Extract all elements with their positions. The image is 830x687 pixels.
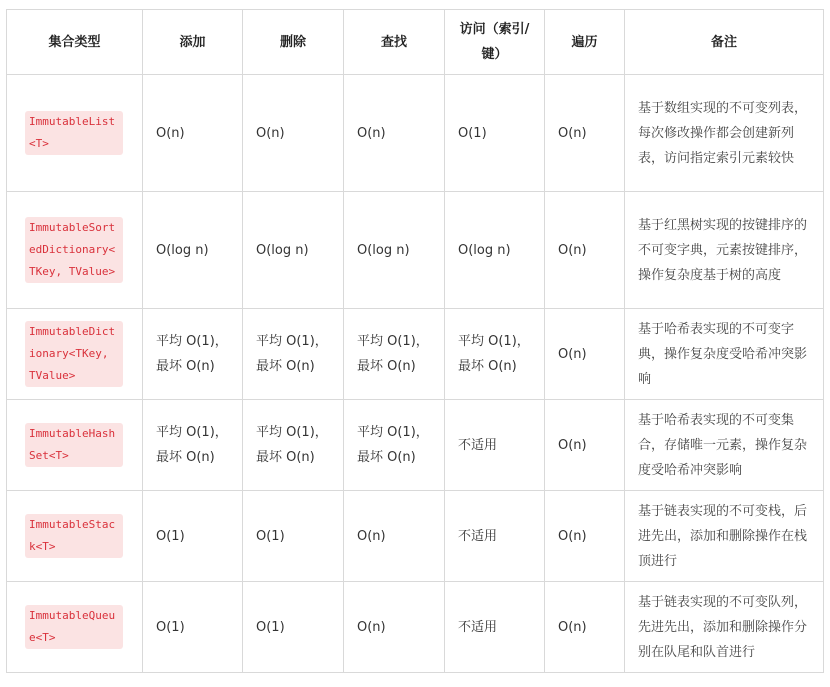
type-cell bbox=[7, 75, 143, 192]
type-cell bbox=[7, 309, 143, 400]
collection-type-code: ImmutableSortedDictionary<TKey, TValue> bbox=[25, 217, 123, 283]
add-cell: O(log n) bbox=[143, 192, 243, 309]
header-note: 备注 bbox=[625, 10, 824, 75]
header-find: 查找 bbox=[344, 10, 445, 75]
collection-type-code: ImmutableStack<T> bbox=[25, 514, 123, 558]
remove-cell: 平均 O(1)，最坏 O(n) bbox=[243, 400, 344, 491]
header-remove: 删除 bbox=[243, 10, 344, 75]
note-cell: 基于哈希表实现的不可变字典，操作复杂度受哈希冲突影响 bbox=[625, 309, 824, 400]
find-cell: O(log n) bbox=[344, 192, 445, 309]
note-cell: 基于链表实现的不可变队列，先进先出，添加和删除操作分别在队尾和队首进行 bbox=[625, 582, 824, 673]
add-cell: O(1) bbox=[143, 582, 243, 673]
type-cell bbox=[7, 582, 143, 673]
access-cell: 不适用 bbox=[445, 582, 545, 673]
iterate-cell: O(n) bbox=[545, 491, 625, 582]
add-cell: O(1) bbox=[143, 491, 243, 582]
remove-cell: O(n) bbox=[243, 75, 344, 192]
note-cell: 基于链表实现的不可变栈，后进先出，添加和删除操作在栈顶进行 bbox=[625, 491, 824, 582]
collection-type-code: ImmutableQueue<T> bbox=[25, 605, 123, 649]
header-add: 添加 bbox=[143, 10, 243, 75]
header-iterate: 遍历 bbox=[545, 10, 625, 75]
access-cell: 平均 O(1)，最坏 O(n) bbox=[445, 309, 545, 400]
collection-type-code: ImmutableDictionary<TKey, TValue> bbox=[25, 321, 123, 387]
access-cell: O(1) bbox=[445, 75, 545, 192]
remove-cell: O(1) bbox=[243, 582, 344, 673]
header-access: 访问（索引/键） bbox=[445, 10, 545, 75]
iterate-cell: O(n) bbox=[545, 309, 625, 400]
note-cell: 基于红黑树实现的按键排序的不可变字典，元素按键排序，操作复杂度基于树的高度 bbox=[625, 192, 824, 309]
header-collection-type: 集合类型 bbox=[7, 10, 143, 75]
collection-type-code: ImmutableList<T> bbox=[25, 111, 123, 155]
note-cell: 基于数组实现的不可变列表，每次修改操作都会创建新列表，访问指定索引元素较快 bbox=[625, 75, 824, 192]
access-cell: O(log n) bbox=[445, 192, 545, 309]
table-row bbox=[7, 491, 824, 582]
remove-cell: O(log n) bbox=[243, 192, 344, 309]
note-cell: 基于哈希表实现的不可变集合，存储唯一元素，操作复杂度受哈希冲突影响 bbox=[625, 400, 824, 491]
find-cell: O(n) bbox=[344, 491, 445, 582]
collection-type-code: ImmutableHashSet<T> bbox=[25, 423, 123, 467]
table-row bbox=[7, 192, 824, 309]
iterate-cell: O(n) bbox=[545, 75, 625, 192]
table-row bbox=[7, 582, 824, 673]
add-cell: 平均 O(1)，最坏 O(n) bbox=[143, 400, 243, 491]
table-row bbox=[7, 309, 824, 400]
remove-cell: O(1) bbox=[243, 491, 344, 582]
find-cell: 平均 O(1)，最坏 O(n) bbox=[344, 400, 445, 491]
add-cell: O(n) bbox=[143, 75, 243, 192]
type-cell bbox=[7, 192, 143, 309]
table-row bbox=[7, 75, 824, 192]
type-cell bbox=[7, 491, 143, 582]
complexity-table bbox=[6, 9, 824, 673]
header-row bbox=[7, 10, 824, 75]
access-cell: 不适用 bbox=[445, 400, 545, 491]
table-row bbox=[7, 400, 824, 491]
type-cell bbox=[7, 400, 143, 491]
access-cell: 不适用 bbox=[445, 491, 545, 582]
iterate-cell: O(n) bbox=[545, 192, 625, 309]
remove-cell: 平均 O(1)，最坏 O(n) bbox=[243, 309, 344, 400]
find-cell: 平均 O(1)，最坏 O(n) bbox=[344, 309, 445, 400]
iterate-cell: O(n) bbox=[545, 400, 625, 491]
add-cell: 平均 O(1)，最坏 O(n) bbox=[143, 309, 243, 400]
iterate-cell: O(n) bbox=[545, 582, 625, 673]
find-cell: O(n) bbox=[344, 582, 445, 673]
find-cell: O(n) bbox=[344, 75, 445, 192]
